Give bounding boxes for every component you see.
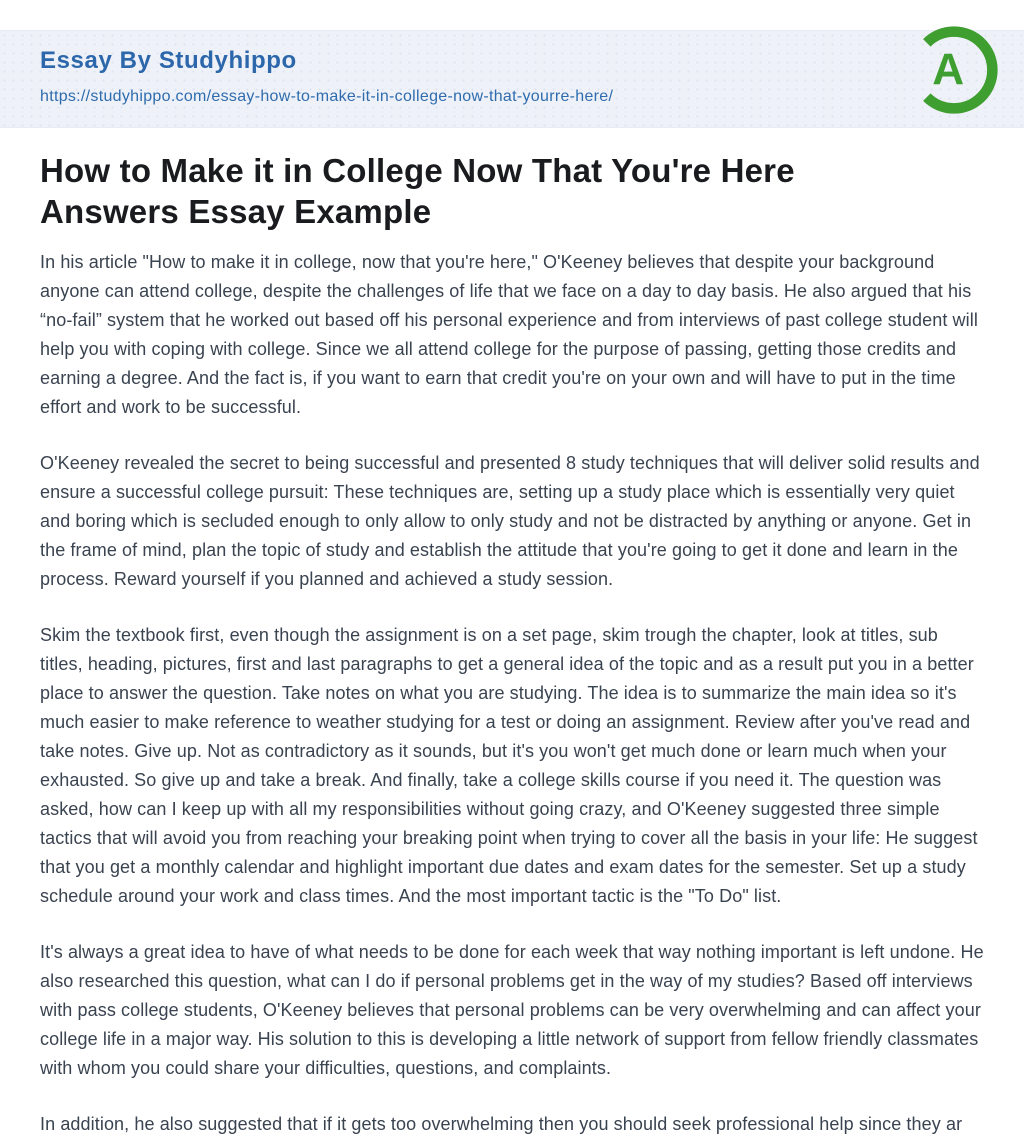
essay-title: How to Make it in College Now That You're Here Answers Essay Example	[40, 152, 795, 231]
essay-paragraph: Skim the textbook first, even though the assignment is on a set page, skim trough the chapter, look at titles, sub titles, heading, pictures, first and last paragraphs to get a general idea of the topic and as a result put you in a better place to answer the question. Take notes on what you are studying. The idea is to summarize the main idea so it's much easier to make reference to weather studying for a test or doing an assignment. Review after you've read and take notes. Give up. Not as contradictory as it sounds, but it's you won't get much done or learn much when your exhausted. So give up and take a break. And finally, take a college skills course if you need it. The question was asked, how can I keep up with all my responsibilities without going crazy, and O'Keeney suggested three simple tactics that will avoid you from reaching your breaking point when trying to cover all the basis in your life: He suggest that you get a monthly calendar and highlight important due dates and exam dates for the semester. Set up a study schedule around your work and class times. And the most important tactic is the "To Do" list.	[40, 624, 978, 906]
page-header	[0, 30, 1024, 128]
essay-body	[40, 248, 984, 1139]
page-url-link[interactable]: https://studyhippo.com/essay-how-to-make-it-in-college-now-that-yourre-here/	[40, 88, 614, 105]
essay-paragraph: In addition, he also suggested that if it gets too overwhelming then you should seek professional help since they ar	[40, 1113, 963, 1134]
studyhippo-logo-icon	[906, 22, 1002, 118]
essay-paragraph: In his article "How to make it in college, now that you're here," O'Keeney believes that despite your background anyone can attend college, despite the challenges of life that we face on a day to day basis. He also argued that his “no-fail” system that he worked out based off his personal experience and from interviews of past college student will help you with coping with college. Since we all attend college for the purpose of passing, getting those credits and earning a degree. And the fact is, if you want to earn that credit you're on your own and will have to put in the time effort and work to be successful.	[40, 251, 978, 417]
essay-article	[0, 128, 1024, 1139]
logo-arc-icon	[906, 22, 1002, 118]
brand-title: Essay By Studyhippo	[40, 47, 297, 74]
logo-letter: A	[932, 45, 965, 95]
essay-paragraph: O'Keeney revealed the secret to being successful and presented 8 study techniques that will deliver solid results and ensure a successful college pursuit: These techniques are, setting up a study place which is essentially very quiet and boring which is secluded enough to only allow to only study and not be distracted by anything or anyone. Get in the frame of mind, plan the topic of study and establish the attitude that you're going to get it done and learn in the process. Reward yourself if you planned and achieved a study session.	[40, 452, 980, 589]
essay-paragraph: It's always a great idea to have of what needs to be done for each week that way nothing important is left undone. He also researched this question, what can I do if personal problems get in the way of my studies? Based off interviews with pass college students, O'Keeney believes that personal problems can be very overwhelming and can affect your college life in a major way. His solution to this is developing a little network of support from fellow friendly classmates with whom you could share your difficulties, questions, and complaints.	[40, 941, 984, 1078]
